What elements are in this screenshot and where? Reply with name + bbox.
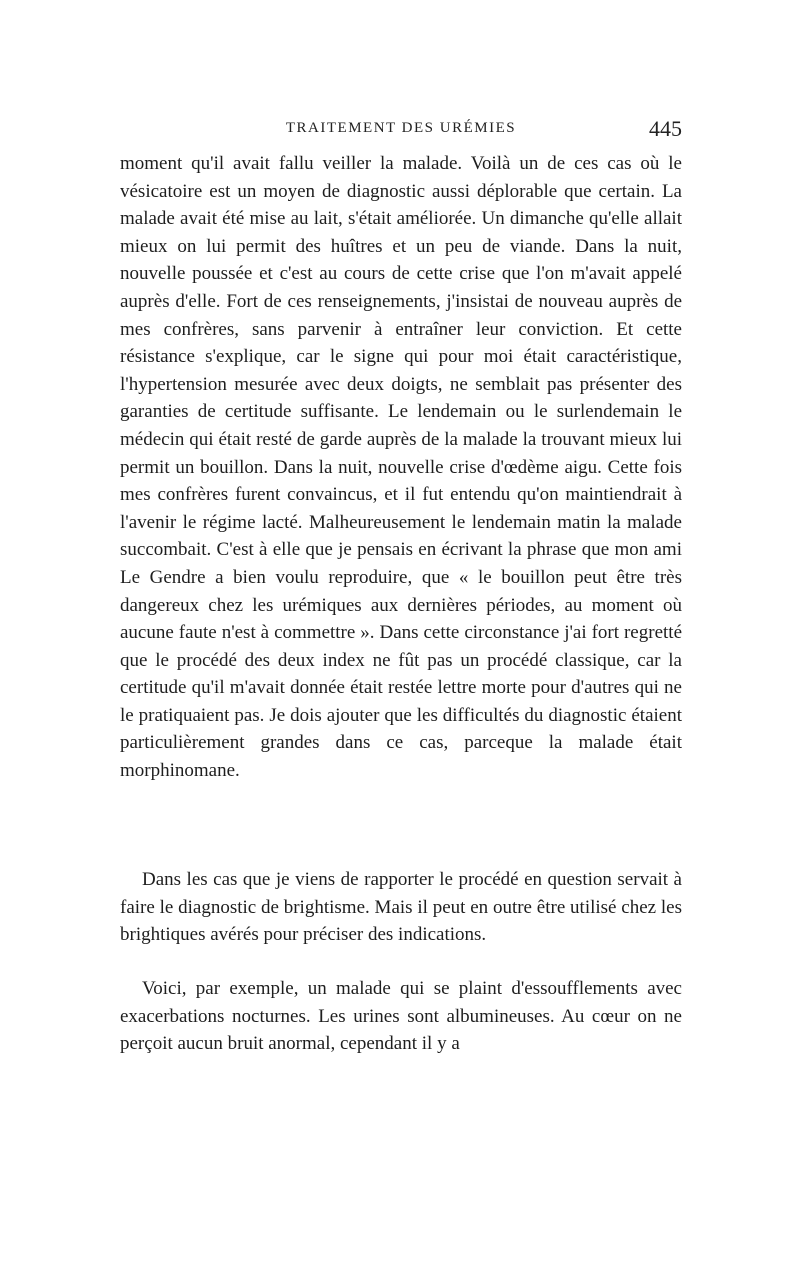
paragraph-text: Dans les cas que je viens de rapporter le procédé en question servait à faire le diagnostic de brightisme. Mais il peut en outre être utilisé chez les brightiques avérés pour préciser des indications. bbox=[120, 869, 682, 946]
running-title: TRAITEMENT DES URÉMIES bbox=[285, 120, 517, 136]
page-header bbox=[120, 116, 682, 144]
paragraph-text: Voici, par exemple, un malade qui se plaint d'essoufflements avec exacerbations nocturnes. Les urines sont albumineuses. Au cœur on ne perçoit aucun bruit anormal, cependant il y a bbox=[120, 978, 682, 1055]
paragraph-1 bbox=[120, 150, 682, 785]
paragraph-text: moment qu'il avait fallu veiller la malade. Voilà un de ces cas où le vésicatoire est un moyen de diagnostic aussi déplorable que certain. La malade avait été mise au lait, s'était améliorée. Un dimanche qu'elle allait mieux on lui permit des huîtres et un peu de viande. Dans la nuit, nouvelle poussée et c'est au cours de cette crise que l'on m'avait appelé auprès d'elle. Fort de ces renseignements, j'insistai de nouveau auprès de mes confrères, sans parvenir à entraîner leur conviction. Et cette résistance s'explique, car le signe qui pour moi était caractéristique, l'hypertension mesurée avec deux doigts, ne semblait pas présenter des garanties de certitude suffisante. Le lendemain ou le surlendemain le médecin qui était resté de garde auprès de la malade la trouvant mieux lui permit un bouillon. Dans la nuit, nouvelle crise d'œdème aigu. Cette fois mes confrères furent convaincus, et il fut entendu qu'on maintiendrait à l'avenir le régime lacté. Malheureusement le lendemain matin la malade succombait. C'est à elle que je pensais en écrivant la phrase que mon ami Le Gendre a bien voulu reproduire, que « le bouillon peut être très dangereux chez les urémiques aux dernières périodes, au moment où aucune faute n'est à commettre ». Dans cette circonstance j'ai fort regretté que le procédé des deux index ne fût pas un procédé classique, car la certitude qu'il m'avait donnée était restée lettre morte pour d'autres qui ne le pratiquaient pas. Je dois ajouter que les difficultés du diagnostic étaient particulièrement grandes dans ce cas, parceque la malade était morphinomane. bbox=[120, 153, 682, 782]
paragraph-3 bbox=[120, 975, 682, 1058]
page-number: 445 bbox=[649, 116, 682, 141]
paragraph-2 bbox=[120, 866, 682, 949]
